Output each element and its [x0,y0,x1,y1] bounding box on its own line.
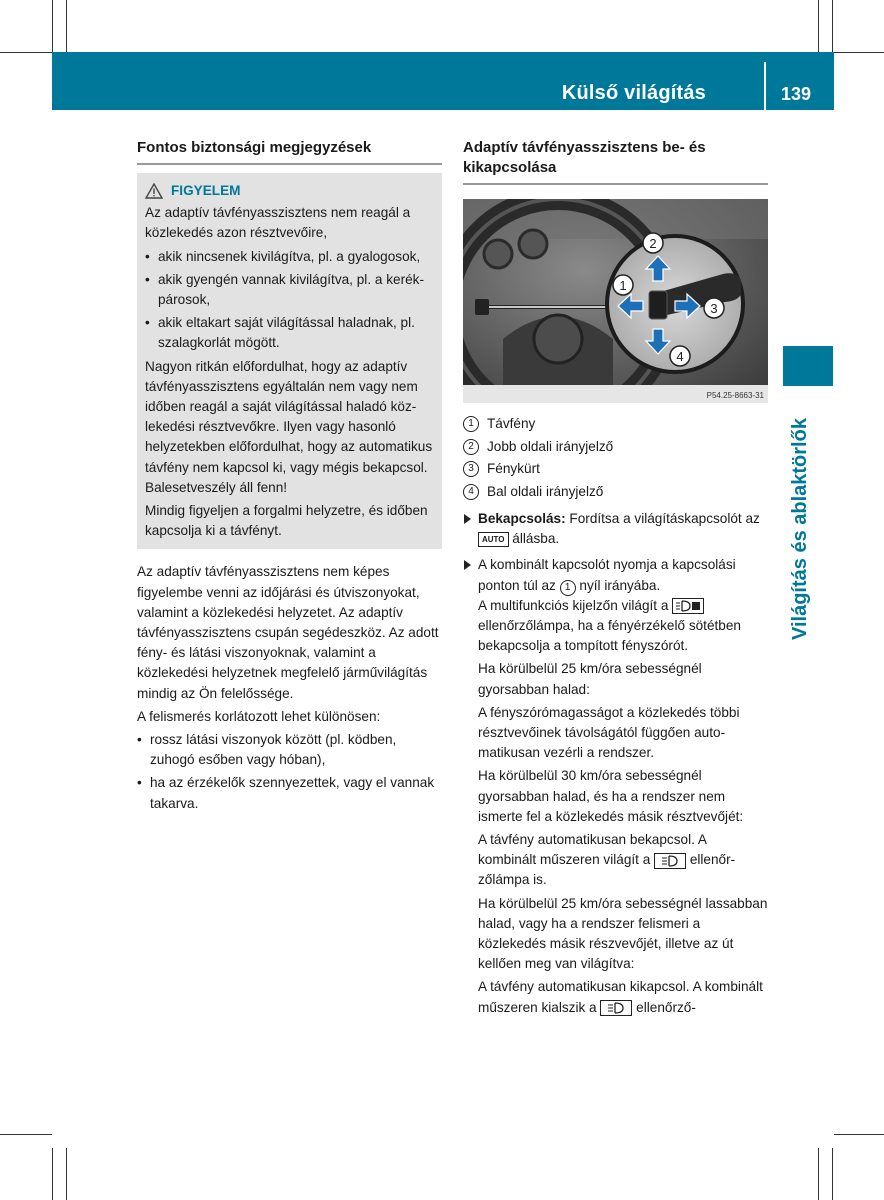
legend-text: Bal oldali irányjelző [487,483,604,499]
body-paragraph: Ha körülbelül 25 km/óra sebességnél gyorsabban halad: [478,661,702,697]
adaptive-high-beam-lamp-icon [672,598,704,614]
step-push-switch [463,555,768,656]
warning-label: FIGYELEM [171,183,241,198]
step-switch-on [463,509,768,549]
body-paragraph: A felismerés korlátozott lehet különösen: [137,708,381,724]
header-divider [764,62,766,110]
list-item: • akik eltakart saját világítással haladnak, pl. szalagkorlát mögött. [145,313,434,353]
steering-wheel-illustration [463,199,768,403]
crop-mark [834,52,884,53]
right-column [463,138,768,1021]
list-item: • rossz látási viszonyok között (pl. ködben, zuhogó esőben vagy hóban), [137,730,442,770]
body-paragraph: Ha körülbelül 30 km/óra sebességnél gyorsabban halad, és ha a rendszer nem ismerte fel a közlekedés másik résztvevőjét: [478,768,744,824]
body-text: ellenőrző- [632,999,696,1015]
legend-text: Fénykürt [487,461,540,476]
left-body [137,562,442,813]
callout-number: 4 [676,349,684,364]
list-item: • ha az érzékelők szennyezettek, vagy el vannak takarva. [137,773,442,813]
crop-mark [0,52,52,53]
section-title: Külső világítás [561,82,706,104]
crop-mark [832,0,833,52]
crop-mark [52,0,53,52]
legend-row [463,458,768,481]
list-item: • akik nincsenek kivilágítva, pl. a gyalogosok, [145,247,434,267]
warning-paragraph: Mindig figyeljen a forgalmi helyzetre, és időben kapcsolja ki a távfényt. [145,503,428,539]
legend-text: Jobb oldali irányjelző [487,438,614,454]
crop-mark [818,1148,819,1200]
warning-triangle-icon [145,183,163,199]
number-badge: 1 [463,416,479,432]
crop-mark [818,0,819,52]
step-text: ellenőrzőlámpa, ha a fényérzékelő sötétben bekapcsolja a tompított fényszórót. [478,618,741,654]
number-badge: 1 [560,580,576,596]
figure-legend [463,413,768,503]
procedure-heading: Adaptív távfényasszisztens be- és kikapcsolása [463,138,768,185]
number-badge: 2 [463,439,479,455]
legend-row [463,413,768,436]
callout-number: 3 [710,301,718,316]
warning-intro: Az adaptív távfényasszisztens nem reagál a közlekedés azon résztvevőire, [145,205,411,241]
list-item: • akik gyengén vannak kivilágítva, pl. a kerékpárosok, [145,270,434,310]
step-text: állásba. [508,531,560,547]
high-beam-lamp-icon [600,1000,632,1016]
side-chapter-title: Világítás és ablaktörlők [789,418,811,640]
crop-mark [66,1148,67,1200]
combination-switch-figure [463,199,768,403]
auto-key: AUTO [478,532,509,547]
step-text: nyíl irányába. [575,577,661,593]
step-text: Fordítsa a világításkapcsolót az [565,511,760,526]
callout-number: 1 [619,278,627,293]
body-paragraph: Az adaptív távfényasszisztens nem képes figyelembe venni az időjárási és útviszonyokat, valamint a közlekedési helyzetet. Az adaptív távfényasszisztens csupán segédeszköz. Az adott fény- és látási viszonyoknak, valamint a közlekedési helyzetnek megfelelő járművilágítás mindig az Ön felelőssége. [137,564,439,701]
body-text: A távfény automatikusan bekapcsol. A kombinált műszeren világít a [478,832,707,868]
body-text: ellenőrzőlámpa is. [478,852,736,888]
warning-header [145,181,434,201]
legend-row [463,481,768,504]
number-badge: 3 [463,461,479,477]
number-badge: 4 [463,484,479,500]
legend-text: Távfény [487,416,536,431]
body-paragraph [478,830,768,891]
body-paragraph: Ha körülbelül 25 km/óra sebességnél lassabban halad, vagy ha a rendszer felismeri a közlekedés másik részvevőjét, illetve az út kellően meg van világítva: [478,895,768,972]
safety-heading: Fontos biztonsági megjegyzések [137,138,442,165]
step-text: A kombinált kapcsolót nyomja a kapcsolási ponton túl az [478,557,736,593]
body-paragraph [478,977,768,1017]
high-beam-lamp-icon [654,853,686,869]
crop-mark [52,1148,53,1200]
right-body [463,659,768,1017]
side-tab-marker [783,346,833,386]
body-paragraph: A fényszórómagasságot a közlekedés többi résztvevőinek távolságától függően automatikusan vezérli a rendszer. [478,704,740,761]
crop-mark [832,1148,833,1200]
page-number: 139 [781,84,812,104]
crop-mark [0,1134,52,1135]
crop-mark [834,1134,884,1135]
page-header [52,52,834,110]
warning-box [137,173,442,549]
body-text: A távfény automatikusan kikapcsol. A kombinált műszeren kialszik a [478,979,763,1015]
step-label: Bekapcsolás: [478,511,566,526]
left-column [137,138,442,817]
step-text: A multifunkciós kijelzőn világít a [478,597,673,613]
warning-paragraph: Nagyon ritkán előfordulhat, hogy az adaptív távfényasszisztens egyáltalán nem vagy nem időben reagál a saját világítással haladó közlekedési résztvevőkre. Ilyen vagy hasonló helyzetekben előfordulhat, hogy az automatikus távfény nem kapcsol ki, vagy mégis bekapcsol. Balesetveszély áll fenn! [145,358,433,495]
crop-mark [66,0,67,52]
figure-code: P54.25-8663-31 [706,391,764,400]
legend-row [463,436,768,459]
callout-number: 2 [649,236,657,251]
